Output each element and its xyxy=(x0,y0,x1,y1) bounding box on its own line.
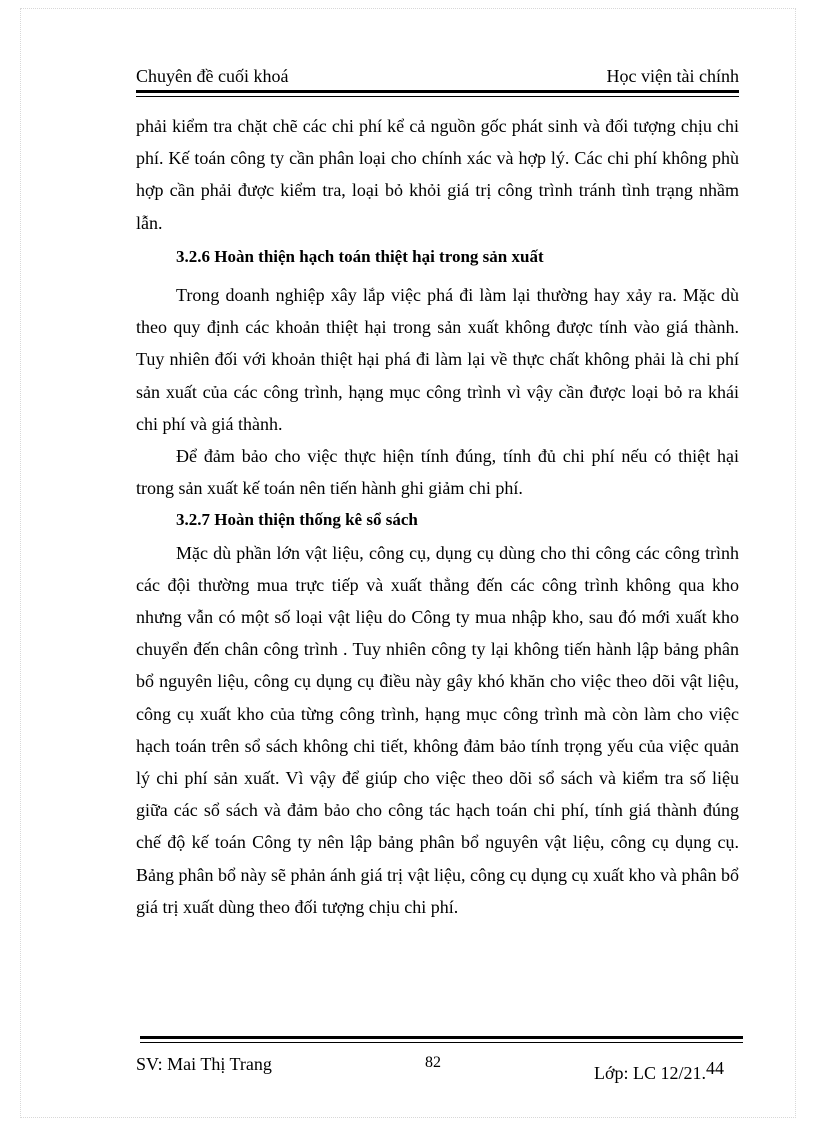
section-heading-3-2-6: 3.2.6 Hoàn thiện hạch toán thiệt hại trong sản xuất xyxy=(176,246,544,266)
header-rule xyxy=(136,90,739,97)
document-body xyxy=(136,110,739,923)
page-header xyxy=(136,66,739,88)
section-heading-3-2-7: 3.2.7 Hoàn thiện thống kê sổ sách xyxy=(176,510,418,530)
paragraph-continuation: phải kiểm tra chặt chẽ các chi phí kể cả nguồn gốc phát sinh và đối tượng chịu chi phí. Kế toán công ty cần phân loại cho chính xác và hợp lý. Các chi phí không phù hợp cần phải được kiểm tra, loại bỏ khỏi giá trị công trình tránh tình trạng nhầm lẫn. xyxy=(136,116,739,233)
header-doc-title: Chuyên đề cuối khoá xyxy=(136,66,289,86)
page-number: 82 xyxy=(425,1054,441,1071)
footer-rule xyxy=(140,1036,743,1043)
paragraph-cost-reduction: Để đảm bảo cho việc thực hiện tính đúng, tính đủ chi phí nếu có thiệt hại trong sản xuất kế toán nên tiến hành ghi giảm chi phí. xyxy=(136,446,739,499)
footer-class-suffix: 44 xyxy=(706,1058,725,1078)
paragraph-damage-accounting: Trong doanh nghiệp xây lắp việc phá đi làm lại thường hay xảy ra. Mặc dù theo quy định các khoản thiệt hại trong sản xuất không được tính vào giá thành. Tuy nhiên đối với khoản thiệt hại phá đi làm lại về thực chất không phải là chi phí sản xuất của các công trình, hạng mục công trình vì vậy cần được loại bỏ ra khái chi phí và giá thành. xyxy=(136,285,739,434)
footer-class xyxy=(594,1058,724,1084)
header-institution: Học viện tài chính xyxy=(606,66,739,86)
footer-student-name: SV: Mai Thị Trang xyxy=(136,1054,272,1074)
footer-class-label: Lớp: LC 12/21. xyxy=(594,1063,707,1083)
paragraph-bookkeeping: Mặc dù phần lớn vật liệu, công cụ, dụng cụ dùng cho thi công các công trình các đội thường mua trực tiếp và xuất thẳng đến các công trình không qua kho nhưng vẫn có một số loại vật liệu do Công ty mua nhập kho, sau đó mới xuất kho chuyển đến chân công trình . Tuy nhiên công ty lại không tiến hành lập bảng phân bổ nguyên liệu, công cụ dụng cụ điều này gây khó khăn cho việc theo dõi vật liệu, công cụ xuất kho của từng công trình, hạng mục công trình mà còn làm cho việc hạch toán trên sổ sách không chi tiết, không đảm bảo tính trọng yếu của việc quản lý chi phí sản xuất. Vì vậy để giúp cho việc theo dõi sổ sách và kiểm tra số liệu giữa các sổ sách và đảm bảo cho công tác hạch toán chi phí, tính giá thành đúng chế độ kế toán Công ty nên lập bảng phân bổ nguyên vật liệu, công cụ dụng cụ. Bảng phân bổ này sẽ phản ánh giá trị vật liệu, công cụ dụng cụ xuất kho và phân bổ giá trị xuất dùng theo đối tượng chịu chi phí. xyxy=(136,542,739,917)
